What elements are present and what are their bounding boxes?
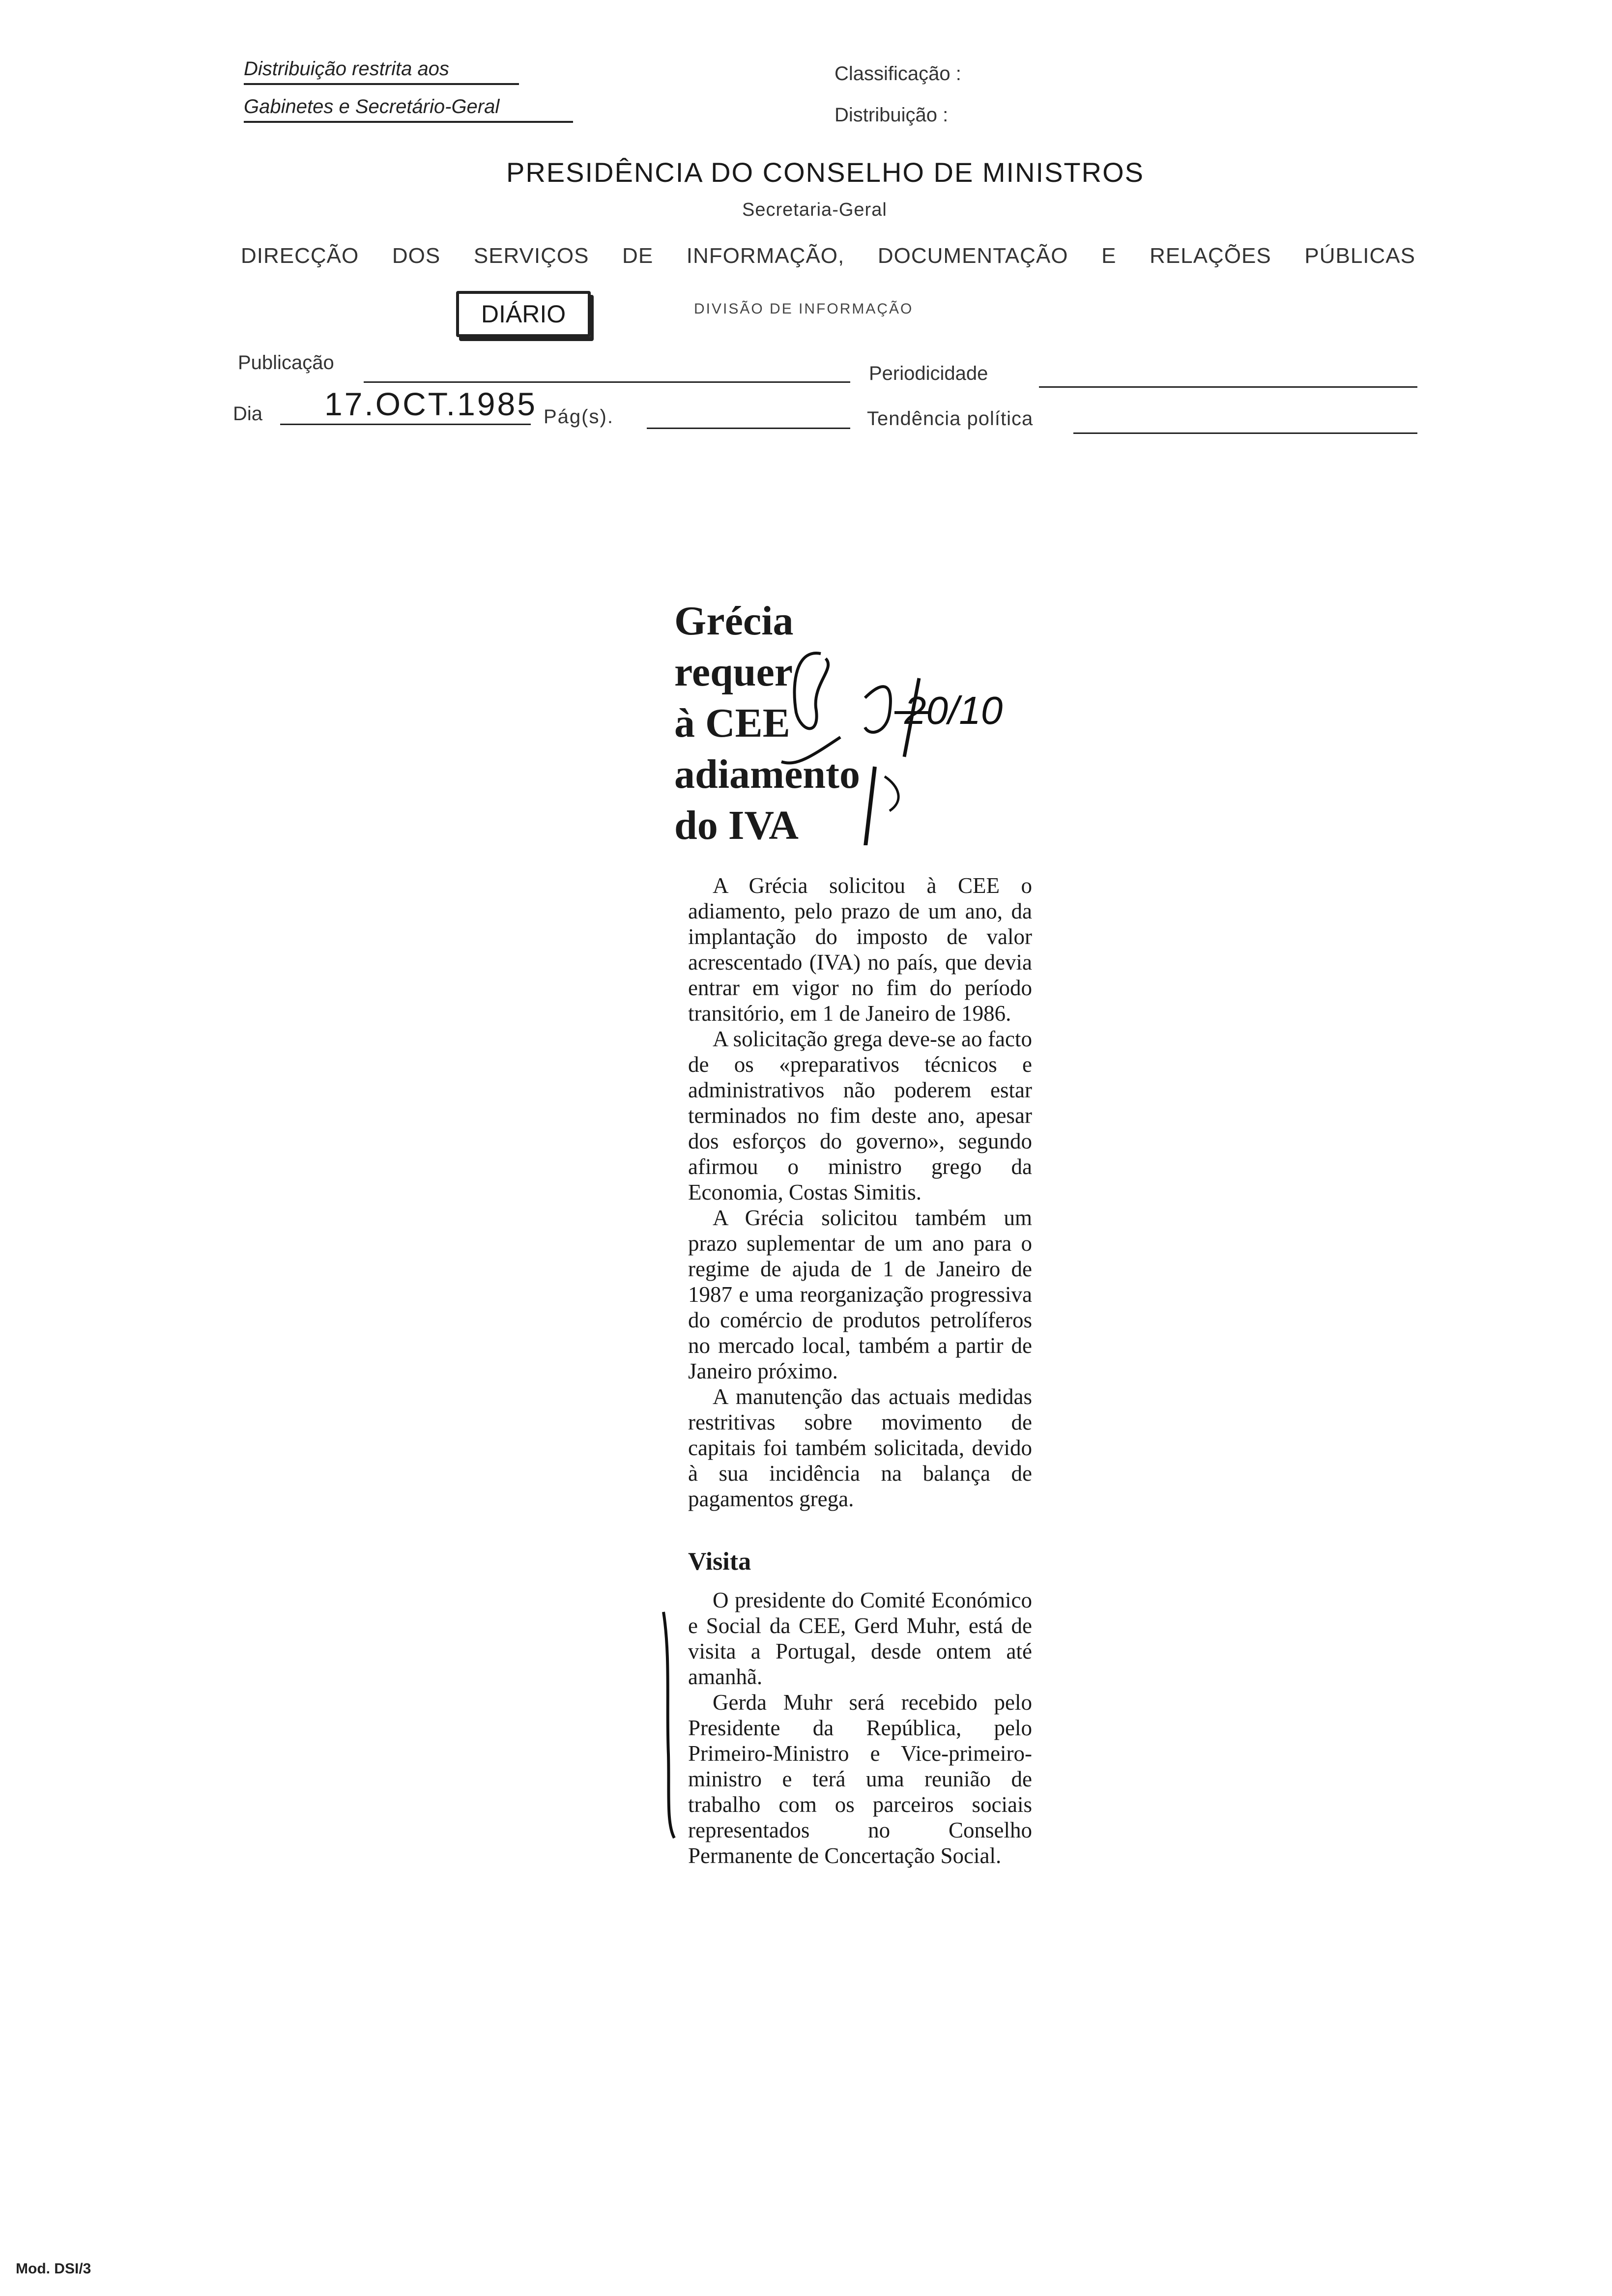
secretariat-label: Secretaria-Geral: [742, 200, 887, 220]
article-body: [688, 873, 1032, 1868]
day-label: Dia: [233, 403, 263, 425]
headline-line-5: do IVA: [674, 803, 799, 848]
publication-label: Publicação: [238, 352, 334, 373]
article-subheading: Visita: [688, 1548, 751, 1576]
handwritten-annotation: [767, 639, 1042, 845]
presidency-title: PRESIDÊNCIA DO CONSELHO DE MINISTROS: [506, 157, 1144, 188]
headline-line-3: à CEE: [674, 700, 790, 746]
classification-label: Classificação :: [835, 63, 961, 85]
stamp-text: DIÁRIO: [481, 300, 566, 328]
form-code: Mod. DSI/3: [16, 2261, 91, 2277]
date-value: 17.OCT.1985: [324, 386, 537, 422]
day-line: [280, 424, 531, 425]
distribution-block: [244, 58, 573, 123]
headline-line-1: Grécia: [674, 598, 794, 644]
publication-line: [364, 381, 850, 383]
annotation-text: 20/10: [904, 689, 1003, 732]
margin-mark: [654, 1607, 683, 1843]
headline-line-2: requer: [674, 649, 793, 695]
political-tendency-line: [1073, 432, 1417, 434]
pages-line: [647, 428, 850, 429]
distribution-label: Distribuição :: [835, 104, 949, 126]
political-tendency-label: Tendência política: [867, 408, 1034, 430]
article-paragraph-4: A manutenção das actuais medidas restritivas sobre movimento de capitais foi também solicitada, devido à sua incidência na balança de pagamentos grega.: [688, 1384, 1032, 1511]
article-paragraph-1: A Grécia solicitou à CEE o adiamento, pelo prazo de um ano, da implantação do imposto de valor acrescentado (IVA) no país, que devia entrar em vigor no fim do período transitório, em 1 de Janeiro de 1986.: [688, 873, 1032, 1026]
article-paragraph-6: Gerda Muhr será recebido pelo Presidente da República, pelo Primeiro-Ministro e Vice-primeiro-ministro e terá uma reunião de trabalho com os parceiros sociais representados no Conselho Permanente de Concertação Social.: [688, 1690, 1032, 1868]
distribution-line-1: Distribuição restrita aos: [244, 58, 519, 85]
directorate-label: DIRECÇÃO DOS SERVIÇOS DE INFORMAÇÃO, DOCUMENTAÇÃO E RELAÇÕES PÚBLICAS: [241, 244, 1415, 268]
pages-label: Pág(s).: [544, 406, 614, 428]
division-label: DIVISÃO DE INFORMAÇÃO: [694, 301, 914, 317]
diario-stamp: [456, 291, 591, 337]
article-paragraph-3: A Grécia solicitou também um prazo suplementar de um ano para o regime de ajuda de 1 de Janeiro de 1987 e uma reorganização progressiva do comércio de produtos petrolíferos no mercado local, também a partir de Janeiro próximo.: [688, 1205, 1032, 1383]
article-paragraph-2: A solicitação grega deve-se ao facto de os «preparativos técnicos e administrativos não poderem estar terminados no fim deste ano, apesar dos esforços do governo», segundo afirmou o ministro grego da Economia, Costas Simitis.: [688, 1027, 1032, 1205]
periodicity-line: [1039, 386, 1417, 388]
distribution-line-2: Gabinetes e Secretário-Geral: [244, 96, 573, 123]
article-paragraph-5: O presidente do Comité Económico e Social da CEE, Gerd Muhr, está de visita a Portugal, desde ontem até amanhã.: [688, 1588, 1032, 1689]
headline-line-4: adiamento: [674, 751, 860, 797]
periodicity-label: Periodicidade: [869, 363, 988, 384]
